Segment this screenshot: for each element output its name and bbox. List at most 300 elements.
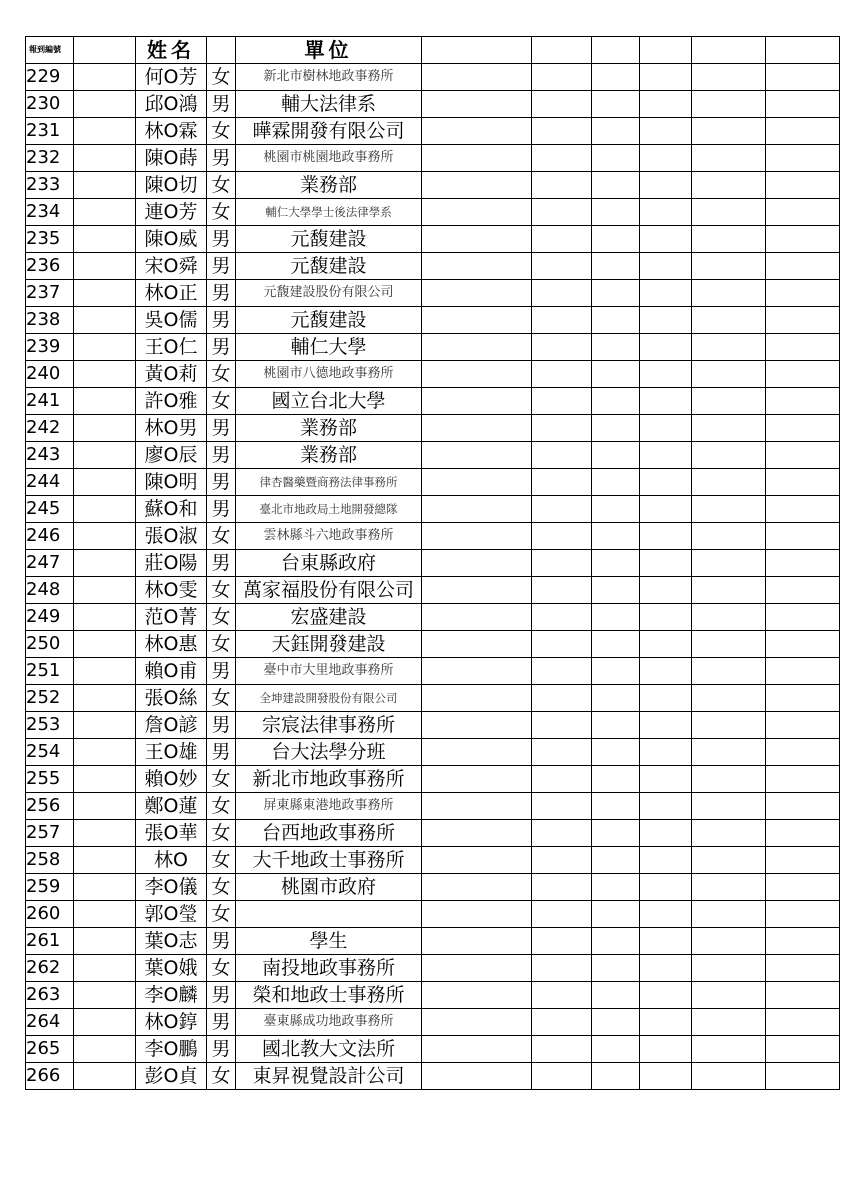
blank-cell (640, 91, 692, 118)
blank-cell (766, 37, 840, 64)
blank-cell (766, 388, 840, 415)
blank-cell (422, 415, 532, 442)
blank-cell (592, 766, 640, 793)
header-name: 姓名 (136, 37, 207, 64)
blank-cell (592, 334, 640, 361)
blank-cell (532, 766, 592, 793)
row-number: 240 (26, 361, 74, 388)
attendee-unit: 元馥建設 (236, 307, 422, 334)
blank-cell (692, 577, 766, 604)
blank-cell (532, 685, 592, 712)
table-row (26, 955, 840, 982)
blank-cell (640, 64, 692, 91)
blank-cell (74, 172, 136, 199)
attendee-name: 陳O明 (136, 469, 207, 496)
blank-cell (532, 928, 592, 955)
blank-cell (422, 1009, 532, 1036)
blank-cell (592, 739, 640, 766)
attendee-name: 范O菁 (136, 604, 207, 631)
row-number: 251 (26, 658, 74, 685)
blank-cell (766, 1036, 840, 1063)
blank-cell (640, 307, 692, 334)
row-number: 246 (26, 523, 74, 550)
blank-cell (692, 172, 766, 199)
attendee-unit: 曄霖開發有限公司 (236, 118, 422, 145)
blank-cell (692, 928, 766, 955)
row-number: 245 (26, 496, 74, 523)
blank-cell (766, 523, 840, 550)
blank-cell (766, 145, 840, 172)
blank-cell (692, 1036, 766, 1063)
table-row (26, 307, 840, 334)
attendee-sex: 女 (207, 631, 236, 658)
attendee-sex: 女 (207, 820, 236, 847)
blank-cell (592, 64, 640, 91)
blank-cell (640, 496, 692, 523)
row-number: 233 (26, 172, 74, 199)
blank-cell (532, 199, 592, 226)
blank-cell (592, 91, 640, 118)
attendee-name: 吳O儒 (136, 307, 207, 334)
attendee-name: 鄭O蓮 (136, 793, 207, 820)
row-number: 230 (26, 91, 74, 118)
row-number: 231 (26, 118, 74, 145)
attendee-unit: 桃園市政府 (236, 874, 422, 901)
attendee-unit: 台大法學分班 (236, 739, 422, 766)
blank-cell (74, 847, 136, 874)
attendee-unit: 萬家福股份有限公司 (236, 577, 422, 604)
blank-cell (532, 820, 592, 847)
attendee-unit: 台西地政事務所 (236, 820, 422, 847)
blank-cell (692, 469, 766, 496)
attendee-sex: 男 (207, 469, 236, 496)
blank-cell (766, 928, 840, 955)
blank-cell (692, 1063, 766, 1090)
attendee-name: 李O麟 (136, 982, 207, 1009)
attendee-name: 林O錞 (136, 1009, 207, 1036)
table-row (26, 550, 840, 577)
blank-cell (74, 982, 136, 1009)
attendee-name: 林O (136, 847, 207, 874)
blank-cell (532, 496, 592, 523)
table-row (26, 982, 840, 1009)
table-row (26, 334, 840, 361)
attendee-sex: 男 (207, 334, 236, 361)
blank-cell (692, 64, 766, 91)
attendee-sex: 男 (207, 550, 236, 577)
row-number: 258 (26, 847, 74, 874)
row-number: 263 (26, 982, 74, 1009)
attendee-sex: 男 (207, 442, 236, 469)
blank-cell (640, 199, 692, 226)
blank-cell (692, 280, 766, 307)
row-number: 247 (26, 550, 74, 577)
blank-cell (766, 901, 840, 928)
blank-cell (422, 469, 532, 496)
blank-cell (532, 793, 592, 820)
blank-cell (74, 928, 136, 955)
blank-cell (422, 253, 532, 280)
blank-cell (74, 820, 136, 847)
attendee-sex: 女 (207, 118, 236, 145)
blank-cell (640, 1036, 692, 1063)
blank-cell (692, 415, 766, 442)
blank-cell (532, 550, 592, 577)
attendee-name: 廖O辰 (136, 442, 207, 469)
blank-cell (74, 307, 136, 334)
blank-cell (74, 658, 136, 685)
blank-cell (592, 604, 640, 631)
blank-cell (692, 712, 766, 739)
attendee-unit: 屏東縣東港地政事務所 (236, 793, 422, 820)
row-number: 265 (26, 1036, 74, 1063)
attendee-sex: 女 (207, 388, 236, 415)
blank-cell (640, 874, 692, 901)
attendee-sex: 男 (207, 280, 236, 307)
attendee-name: 林O男 (136, 415, 207, 442)
blank-cell (422, 820, 532, 847)
blank-cell (640, 253, 692, 280)
blank-cell (592, 1036, 640, 1063)
attendee-unit: 輔仁大學 (236, 334, 422, 361)
attendee-name: 陳O威 (136, 226, 207, 253)
attendee-sex: 女 (207, 685, 236, 712)
row-number: 238 (26, 307, 74, 334)
attendee-name: 張O淑 (136, 523, 207, 550)
blank-cell (692, 334, 766, 361)
row-number: 239 (26, 334, 74, 361)
attendee-sex: 女 (207, 361, 236, 388)
row-number: 259 (26, 874, 74, 901)
blank-cell (74, 1009, 136, 1036)
blank-cell (640, 739, 692, 766)
blank-cell (766, 64, 840, 91)
blank-cell (74, 469, 136, 496)
attendee-sex: 男 (207, 307, 236, 334)
blank-cell (640, 145, 692, 172)
blank-cell (766, 199, 840, 226)
attendee-sex: 女 (207, 901, 236, 928)
blank-cell (766, 604, 840, 631)
table-row (26, 226, 840, 253)
blank-cell (640, 1009, 692, 1036)
blank-cell (422, 1036, 532, 1063)
blank-cell (692, 226, 766, 253)
blank-cell (692, 253, 766, 280)
blank-cell (532, 739, 592, 766)
blank-cell (766, 307, 840, 334)
blank-cell (640, 685, 692, 712)
blank-cell (592, 982, 640, 1009)
attendee-unit: 業務部 (236, 415, 422, 442)
table-row (26, 172, 840, 199)
blank-cell (74, 199, 136, 226)
blank-cell (74, 577, 136, 604)
blank-cell (640, 172, 692, 199)
blank-cell (692, 766, 766, 793)
blank-cell (592, 226, 640, 253)
table-row (26, 928, 840, 955)
attendee-name: 郭O瑩 (136, 901, 207, 928)
blank-cell (74, 1036, 136, 1063)
blank-cell (592, 118, 640, 145)
row-number: 241 (26, 388, 74, 415)
blank-cell (422, 658, 532, 685)
row-number: 253 (26, 712, 74, 739)
table-row (26, 91, 840, 118)
blank-cell (422, 766, 532, 793)
blank-cell (692, 604, 766, 631)
blank-cell (766, 631, 840, 658)
attendee-sex: 男 (207, 712, 236, 739)
table-row (26, 361, 840, 388)
blank-cell (532, 280, 592, 307)
attendee-unit: 新北市樹林地政事務所 (236, 64, 422, 91)
blank-cell (640, 766, 692, 793)
attendee-name: 賴O甫 (136, 658, 207, 685)
blank-cell (422, 631, 532, 658)
blank-cell (422, 172, 532, 199)
attendee-name: 張O華 (136, 820, 207, 847)
blank-cell (592, 631, 640, 658)
blank-cell (592, 172, 640, 199)
table-row (26, 388, 840, 415)
attendee-unit: 大千地政士事務所 (236, 847, 422, 874)
blank-cell (640, 631, 692, 658)
blank-cell (592, 685, 640, 712)
blank-cell (532, 361, 592, 388)
attendee-name: 王O仁 (136, 334, 207, 361)
blank-cell (74, 523, 136, 550)
blank-cell (766, 982, 840, 1009)
blank-cell (692, 523, 766, 550)
table-row (26, 1063, 840, 1090)
blank-cell (766, 685, 840, 712)
blank-cell (766, 847, 840, 874)
blank-cell (592, 496, 640, 523)
blank-cell (532, 1063, 592, 1090)
attendee-unit: 天鈺開發建設 (236, 631, 422, 658)
blank-cell (592, 901, 640, 928)
blank-cell (532, 658, 592, 685)
blank-cell (640, 793, 692, 820)
attendee-sex: 男 (207, 1009, 236, 1036)
blank-cell (74, 874, 136, 901)
attendee-unit: 臺東縣成功地政事務所 (236, 1009, 422, 1036)
attendee-sex: 男 (207, 928, 236, 955)
blank-cell (74, 37, 136, 64)
attendee-name: 張O絲 (136, 685, 207, 712)
attendee-unit: 國北教大文法所 (236, 1036, 422, 1063)
row-number: 266 (26, 1063, 74, 1090)
row-number: 260 (26, 901, 74, 928)
attendee-unit: 元馥建設股份有限公司 (236, 280, 422, 307)
blank-cell (592, 361, 640, 388)
attendee-unit: 輔大法律系 (236, 91, 422, 118)
attendee-unit: 榮和地政士事務所 (236, 982, 422, 1009)
blank-cell (422, 145, 532, 172)
blank-cell (640, 1063, 692, 1090)
blank-cell (532, 91, 592, 118)
blank-cell (74, 442, 136, 469)
blank-cell (592, 712, 640, 739)
blank-cell (74, 145, 136, 172)
table-row (26, 766, 840, 793)
table-row (26, 442, 840, 469)
blank-cell (640, 901, 692, 928)
blank-cell (532, 469, 592, 496)
blank-cell (422, 91, 532, 118)
attendee-name: 許O雅 (136, 388, 207, 415)
blank-cell (640, 37, 692, 64)
attendee-sex: 女 (207, 766, 236, 793)
attendee-unit: 臺北市地政局土地開發總隊 (236, 496, 422, 523)
blank-cell (592, 1009, 640, 1036)
blank-cell (766, 577, 840, 604)
blank-cell (532, 226, 592, 253)
table-row (26, 496, 840, 523)
blank-cell (422, 874, 532, 901)
attendee-name: 王O雄 (136, 739, 207, 766)
blank-cell (74, 1063, 136, 1090)
blank-cell (692, 550, 766, 577)
attendee-name: 葉O志 (136, 928, 207, 955)
attendee-name: 陳O蒔 (136, 145, 207, 172)
table-row (26, 604, 840, 631)
blank-cell (592, 253, 640, 280)
attendee-unit: 臺中市大里地政事務所 (236, 658, 422, 685)
blank-cell (74, 226, 136, 253)
blank-cell (692, 982, 766, 1009)
blank-cell (692, 442, 766, 469)
blank-cell (592, 550, 640, 577)
blank-cell (692, 658, 766, 685)
row-number: 254 (26, 739, 74, 766)
attendee-unit: 輔仁大學學士後法律學系 (236, 199, 422, 226)
blank-cell (74, 901, 136, 928)
blank-cell (422, 604, 532, 631)
attendee-sex: 男 (207, 496, 236, 523)
blank-cell (640, 334, 692, 361)
row-number: 256 (26, 793, 74, 820)
blank-cell (640, 658, 692, 685)
blank-cell (422, 118, 532, 145)
attendee-sex: 女 (207, 199, 236, 226)
attendance-table (25, 36, 840, 1090)
blank-cell (592, 415, 640, 442)
attendee-name: 李O儀 (136, 874, 207, 901)
blank-cell (422, 334, 532, 361)
blank-cell (532, 604, 592, 631)
blank-cell (692, 901, 766, 928)
blank-cell (422, 307, 532, 334)
blank-cell (766, 496, 840, 523)
header-unit: 單位 (236, 37, 422, 64)
row-number: 237 (26, 280, 74, 307)
blank-cell (532, 145, 592, 172)
attendee-unit: 宗宸法律事務所 (236, 712, 422, 739)
blank-cell (766, 442, 840, 469)
blank-cell (74, 550, 136, 577)
attendee-sex: 男 (207, 226, 236, 253)
blank-cell (766, 550, 840, 577)
attendee-sex: 男 (207, 415, 236, 442)
row-number: 248 (26, 577, 74, 604)
row-number: 252 (26, 685, 74, 712)
attendee-unit: 宏盛建設 (236, 604, 422, 631)
blank-cell (422, 550, 532, 577)
blank-cell (592, 469, 640, 496)
table-row (26, 820, 840, 847)
attendee-sex: 男 (207, 982, 236, 1009)
attendee-sex: 女 (207, 874, 236, 901)
blank-cell (74, 415, 136, 442)
blank-cell (592, 658, 640, 685)
blank-cell (422, 523, 532, 550)
table-row (26, 145, 840, 172)
blank-cell (640, 820, 692, 847)
blank-cell (422, 847, 532, 874)
blank-cell (592, 928, 640, 955)
blank-cell (766, 253, 840, 280)
attendee-sex: 女 (207, 793, 236, 820)
blank-cell (422, 226, 532, 253)
blank-cell (74, 253, 136, 280)
blank-cell (422, 442, 532, 469)
blank-cell (532, 874, 592, 901)
blank-cell (422, 37, 532, 64)
blank-cell (640, 226, 692, 253)
blank-cell (640, 442, 692, 469)
blank-cell (207, 37, 236, 64)
blank-cell (74, 388, 136, 415)
blank-cell (592, 523, 640, 550)
blank-cell (766, 91, 840, 118)
blank-cell (766, 766, 840, 793)
attendee-name: 林O雯 (136, 577, 207, 604)
blank-cell (592, 1063, 640, 1090)
blank-cell (74, 955, 136, 982)
blank-cell (532, 334, 592, 361)
row-number: 261 (26, 928, 74, 955)
blank-cell (640, 469, 692, 496)
blank-cell (592, 145, 640, 172)
attendee-unit: 桃園市八德地政事務所 (236, 361, 422, 388)
blank-cell (640, 955, 692, 982)
table-row (26, 847, 840, 874)
row-number: 236 (26, 253, 74, 280)
blank-cell (422, 496, 532, 523)
attendee-name: 連O芳 (136, 199, 207, 226)
attendee-unit (236, 901, 422, 928)
blank-cell (74, 64, 136, 91)
blank-cell (640, 577, 692, 604)
blank-cell (422, 901, 532, 928)
blank-cell (422, 577, 532, 604)
attendee-unit: 雲林縣斗六地政事務所 (236, 523, 422, 550)
blank-cell (640, 712, 692, 739)
attendee-unit: 業務部 (236, 172, 422, 199)
table-row (26, 793, 840, 820)
table-row (26, 577, 840, 604)
attendee-unit: 新北市地政事務所 (236, 766, 422, 793)
blank-cell (766, 658, 840, 685)
attendee-name: 宋O舜 (136, 253, 207, 280)
attendee-unit: 學生 (236, 928, 422, 955)
blank-cell (692, 847, 766, 874)
blank-cell (74, 739, 136, 766)
blank-cell (692, 793, 766, 820)
